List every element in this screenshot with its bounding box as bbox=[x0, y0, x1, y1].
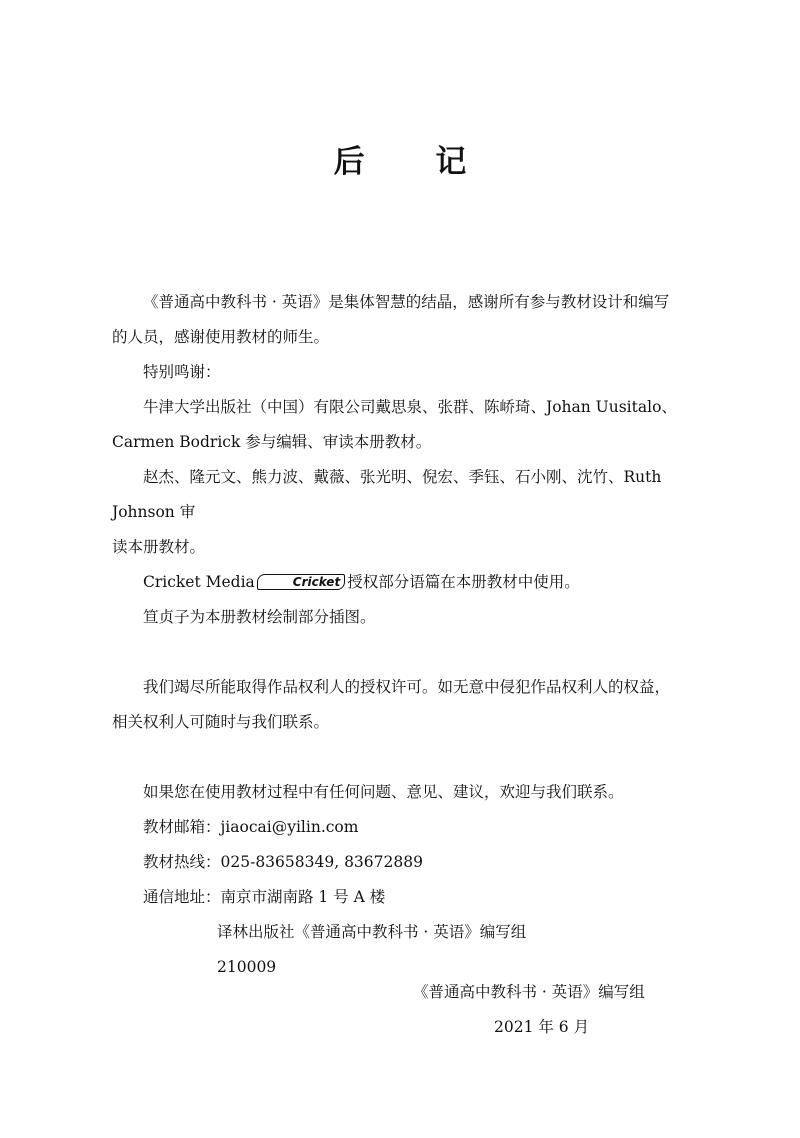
illustrator-credit: 笪贞子为本册教材绘制部分插图。 bbox=[143, 608, 376, 626]
thanks-heading: 特别鸣谢： bbox=[143, 363, 221, 381]
intro-line-2: 的人员，感谢使用教材的师生。 bbox=[112, 328, 330, 346]
contact-address-1: 通信地址：南京市湖南路 1 号 A 楼 bbox=[143, 888, 386, 906]
reviewers-line-1: 赵杰、隆元文、熊力波、戴薇、张光明、倪宏、季钰、石小刚、沈竹、Ruth Johnson 审 bbox=[112, 468, 662, 521]
oup-line-2: Carmen Bodrick 参与编辑、审读本册教材。 bbox=[112, 433, 432, 451]
cricket-suffix: 授权部分语篇在本册教材中使用。 bbox=[347, 573, 580, 591]
cricket-prefix: Cricket Media bbox=[143, 573, 255, 591]
contact-intro: 如果您在使用教材过程中有任何问题、意见、建议，欢迎与我们联系。 bbox=[143, 783, 624, 801]
cricket-credit bbox=[112, 565, 687, 600]
reviewers-line-2: 读本册教材。 bbox=[112, 538, 206, 556]
contact-postcode: 210009 bbox=[217, 958, 277, 976]
copyright-line-1: 我们竭尽所能取得作品权利人的授权许可。如无意中侵犯作品权利人的权益， bbox=[143, 678, 671, 696]
contact-email: 教材邮箱：jiaocai@yilin.com bbox=[143, 818, 359, 836]
page-title: 后 记 bbox=[333, 144, 497, 180]
contact-address-2: 译林出版社《普通高中教科书 · 英语》编写组 bbox=[217, 923, 527, 941]
oup-line-1: 牛津大学出版社（中国）有限公司戴思泉、张群、陈峤琦、Johan Uusitalo、 bbox=[143, 398, 677, 416]
signature-group: 《普通高中教科书 · 英语》编写组 bbox=[413, 983, 645, 1001]
intro-line-1: 《普通高中教科书 · 英语》是集体智慧的结晶，感谢所有参与教材设计和编写 bbox=[143, 293, 670, 311]
afterword-body bbox=[112, 285, 687, 985]
contact-hotline: 教材热线：025-83658349, 83672889 bbox=[143, 853, 423, 871]
signature-date: 2021 年 6 月 bbox=[494, 1018, 590, 1036]
cricket-logo: Cricket bbox=[257, 574, 345, 590]
copyright-line-2: 相关权利人可随时与我们联系。 bbox=[112, 713, 330, 731]
